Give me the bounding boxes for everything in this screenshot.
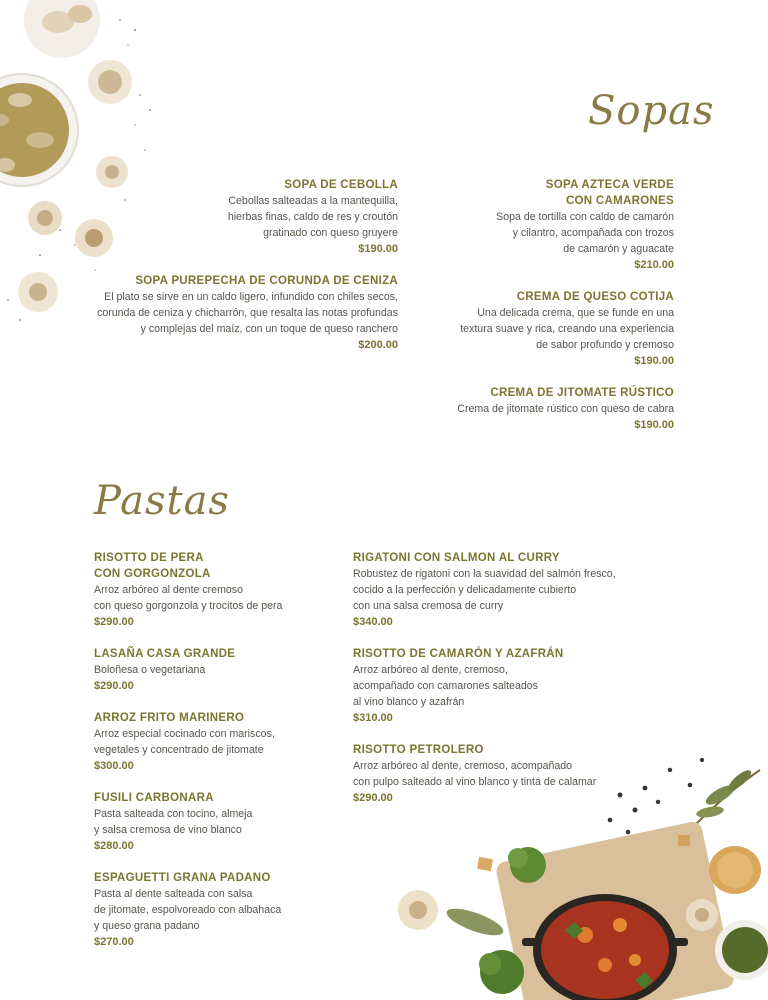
- item-name: FUSILI CARBONARA: [94, 792, 214, 804]
- sopas-left-column: [60, 177, 398, 369]
- item-name: CON CAMARONES: [565, 195, 674, 207]
- item-name: RISOTTO PETROLERO: [353, 744, 484, 756]
- menu-item: [420, 385, 674, 433]
- item-description: y queso grana padano: [94, 920, 200, 932]
- item-description: Cebollas salteadas a la mantequilla,: [228, 195, 398, 207]
- tomato-soup-illustration: [390, 750, 768, 1000]
- item-description: de jitomate, espolvoreado con albahaca: [94, 904, 282, 916]
- item-description: Crema de jitomate rústico con queso de cabra: [457, 403, 674, 415]
- pastas-title: Pastas: [94, 478, 230, 524]
- menu-item: [353, 646, 643, 726]
- item-description: Una delicada crema, que se funde en una: [477, 307, 674, 319]
- sopas-title: Sopas: [588, 88, 715, 134]
- item-description: al vino blanco y azafrán: [353, 696, 465, 708]
- item-name: SOPA DE CEBOLLA: [284, 179, 398, 191]
- item-description: corunda de ceniza y chicharrón, que resalta las notas profundas: [97, 307, 398, 319]
- item-description: y salsa cremosa de vino blanco: [94, 824, 242, 836]
- item-price: $200.00: [358, 339, 398, 351]
- item-description: textura suave y rica, creando una experiencia: [460, 323, 674, 335]
- item-description: Sopa de tortilla con caldo de camarón: [496, 211, 674, 223]
- item-name: RISOTTO DE PERA: [94, 552, 204, 564]
- sopas-right-column: [420, 177, 674, 449]
- item-description: Arroz arbóreo al dente cremoso: [94, 584, 243, 596]
- item-description: cocido a la perfección y delicadamente cubierto: [353, 584, 577, 596]
- menu-item: [94, 870, 334, 950]
- item-price: $290.00: [94, 616, 134, 628]
- item-description: con una salsa cremosa de curry: [353, 600, 504, 612]
- item-price: $300.00: [94, 760, 134, 772]
- item-description: gratinado con queso gruyere: [263, 227, 398, 239]
- menu-item: [60, 177, 398, 257]
- menu-item: [420, 177, 674, 273]
- item-price: $190.00: [634, 419, 674, 431]
- item-name: CON GORGONZOLA: [94, 568, 211, 580]
- item-name: CREMA DE JITOMATE RÚSTICO: [490, 387, 674, 399]
- menu-item: [94, 790, 334, 854]
- menu-item: [420, 289, 674, 369]
- item-name: RIGATONI CON SALMON AL CURRY: [353, 552, 560, 564]
- menu-item: [353, 550, 643, 630]
- item-description: hierbas finas, caldo de res y croutón: [227, 211, 398, 223]
- menu-item: [94, 550, 334, 630]
- pastas-left-column: [94, 550, 334, 966]
- item-price: $270.00: [94, 936, 134, 948]
- item-description: Robustez de rigatoni con la suavidad del salmón fresco,: [353, 568, 616, 580]
- item-description: con pulpo salteado al vino blanco y tinta de calamar: [353, 776, 597, 788]
- item-name: LASAÑA CASA GRANDE: [94, 648, 236, 660]
- menu-item: [94, 710, 334, 774]
- item-description: de sabor profundo y cremoso: [536, 339, 674, 351]
- item-description: Pasta al dente salteada con salsa: [94, 888, 253, 900]
- item-name: SOPA PUREPECHA DE CORUNDA DE CENIZA: [135, 275, 398, 287]
- item-name: RISOTTO DE CAMARÓN Y AZAFRÁN: [353, 648, 564, 660]
- item-name: ARROZ FRITO MARINERO: [94, 712, 245, 724]
- item-name: ESPAGUETTI GRANA PADANO: [94, 872, 271, 884]
- item-description: vegetales y concentrado de jitomate: [94, 744, 264, 756]
- item-price: $280.00: [94, 840, 134, 852]
- item-name: SOPA AZTECA VERDE: [545, 179, 674, 191]
- item-description: Arroz especial cocinado con mariscos,: [94, 728, 275, 740]
- item-description: Boloñesa o vegetariana: [94, 664, 206, 676]
- item-description: Pasta salteada con tocino, almeja: [94, 808, 253, 820]
- item-price: $290.00: [94, 680, 134, 692]
- item-price: $340.00: [353, 616, 393, 628]
- item-name: CREMA DE QUESO COTIJA: [516, 291, 674, 303]
- item-price: $190.00: [634, 355, 674, 367]
- item-description: acompañado con camarones salteados: [353, 680, 538, 692]
- item-description: de camarón y aguacate: [563, 243, 674, 255]
- item-description: con queso gorgonzola y trocitos de pera: [94, 600, 283, 612]
- item-description: Arroz arbóreo al dente, cremoso, acompañado: [353, 760, 573, 772]
- item-price: $190.00: [358, 243, 398, 255]
- item-description: El plato se sirve en un caldo ligero, infundido con chiles secos,: [104, 291, 398, 303]
- item-price: $310.00: [353, 712, 393, 724]
- menu-item: [94, 646, 334, 694]
- menu-item: [60, 273, 398, 353]
- item-description: y cilantro, acompañada con trozos: [512, 227, 674, 239]
- item-price: $290.00: [353, 792, 393, 804]
- item-description: y complejas del maíz, con un toque de queso ranchero: [140, 323, 398, 335]
- item-price: $210.00: [634, 259, 674, 271]
- item-description: Arroz arbóreo al dente, cremoso,: [353, 664, 508, 676]
